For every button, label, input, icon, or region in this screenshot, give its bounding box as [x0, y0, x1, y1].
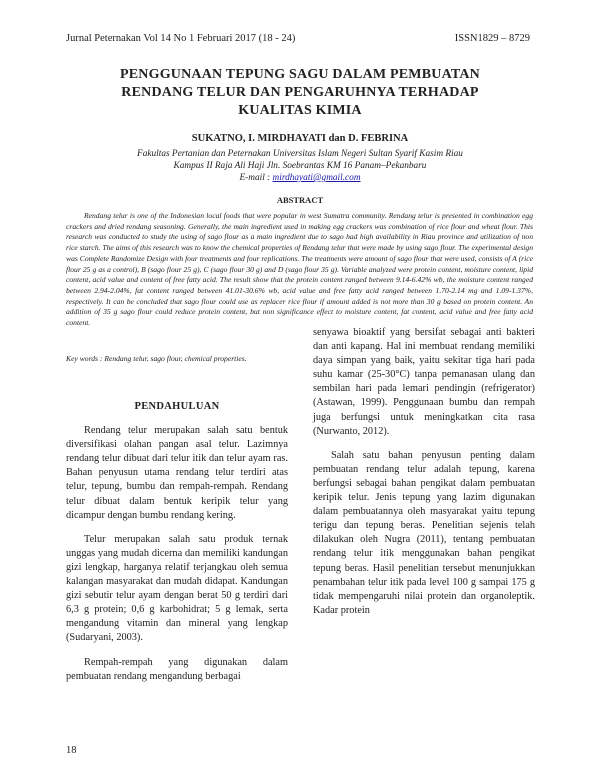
affiliation	[60, 148, 540, 184]
paragraph: Rendang telur merupakan salah satu bentuk diversifikasi olahan pangan asal telur. Lazimnya rendang telur dibuat dari telur itik dan telur ayam ras. Bahan penyusun utama rendang telur terdiri atas telur, tepung, bumbu dan rempah-rempah. Rendang telur dibuat dalam bentuk keripik telur yang dicampur dengan bumbu rendang kering.	[66, 425, 288, 521]
paragraph: Telur merupakan salah satu produk ternak unggas yang mudah dicerna dan memiliki kandungan gizi lengkap, harganya relatif terjangkau oleh semua kalangan masyarakat dan mudah didapat. Kandungan gizi sebutir telur ayam dengan berat 50 g terdiri dari 6,3 g protein; 0,6 g karbohidrat; 5 g lemak, serta mengandung vitamin dan mineral yang lengkap (Sudaryani, 2003).	[66, 533, 288, 644]
section-heading-pendahuluan: PENDAHULUAN	[134, 401, 220, 412]
paragraph: Salah satu bahan penyusun penting dalam pembuatan rendang telur adalah tepung, karena berfungsi sebagai bahan pengikat dalam pembuatan keripik telur. Jenis tepung yang lazim digunakan dalam pembuatannya oleh masyarakat yaitu tepung terigu dan tepung beras. Penelitian sejenis telah dilakukan oleh Nugra (2011), tentang pembuatan rendang telur itik menggunakan bahan pengikat tepung beras. Hasil penelitian tersebut menunjukkan penambahan telur itik pada level 100 g sampai 175 g tidak mempengaruhi nilai protein dan organoleptik. Kadar protein	[313, 449, 535, 616]
email-label: E-mail :	[239, 173, 273, 183]
paragraph: Rempah-rempah yang digunakan dalam pembuatan rendang mengandung berbagai	[66, 656, 288, 682]
affiliation-line-2: Kampus II Raja Ali Haji Jln. Soebrantas KM 16 Panam–Pekanbaru	[173, 161, 427, 171]
abstract-heading: ABSTRACT	[276, 195, 324, 205]
email-link[interactable]: mirdhayati@gmail.com	[272, 173, 361, 183]
page-number: 18	[66, 745, 77, 756]
keywords: Key words : Rendang telur, sago flour, chemical properties.	[66, 354, 247, 363]
title-line-2: RENDANG TELUR DAN PENGARUHNYA TERHADAP	[121, 85, 479, 100]
journal-header: Jurnal Peternakan Vol 14 No 1 Februari 2017 (18 - 24)	[66, 33, 296, 44]
left-column	[66, 400, 288, 694]
issn-header: ISSN1829 – 8729	[454, 33, 530, 44]
email-line	[60, 172, 540, 184]
paper-title	[60, 66, 540, 120]
right-column	[313, 326, 535, 628]
title-line-1: PENGGUNAAN TEPUNG SAGU DALAM PEMBUATAN	[120, 67, 480, 82]
abstract-text: Rendang telur is one of the Indonesian local foods that were popular in west Sumatra community. Rendang telur is presented in combination egg crackers and dried rendang seasoning. Generally, the main ingredient used in making egg crackers was combination of rice flour and wheat flour. This research was conducted to study the using of sago flour as a main ingredient due to sago had high availability in Riau province and utilization of non rice starch. The aims of this research was to know the chemical properties of Rendang telur that were made by using sago flour. The experimental design was Complete Randomize Design with four treatments and four replications. The treatments were amount of sago flour that were used, consists of A (rice flour 25 g as a control), B (sago flour 25 g), C (sago flour 30 g) and D (sago flour 35 g). Variable analyzed were protein content, moisture content, lipid content, acid value and content of free fatty acid. The result show that the protein content ranged between 9.14-6.42% wb, the moisture content ranged between 2.94-2.04%, fat content ranged between 41.01-30.6% wb, acid value and free fatty acid ranged between 1.70-2.14 mg and 1.09-1.37%, respectively. It can be concluded that sago flour could use as replacer rice flour if amount added is not more than 30 g based on protein content. An addition of 35 g sago flour could reduce protein content, but non significance effect to moisture content, fat content, acid value and free fatty acid content.	[66, 211, 533, 328]
paragraph: senyawa bioaktif yang bersifat sebagai anti bakteri dan anti kapang. Hal ini membuat rendang memiliki daya simpan yang baik, yaitu sekitar tiga hari pada suhu kamar (25-30°C) tanpa pemanasan ulang dan sembilan hari pada lemari pendingin (refrigerator) (Astawan, 1999). Penggunaan bumbu dan rempah juga berfungsi untuk meningkatkan cita rasa (Nurwanto, 2012).	[313, 327, 535, 437]
affiliation-line-1: Fakultas Pertanian dan Peternakan Universitas Islam Negeri Sultan Syarif Kasim Riau	[137, 149, 463, 159]
title-line-3: KUALITAS KIMIA	[238, 103, 362, 118]
authors: SUKATNO, I. MIRDHAYATI dan D. FEBRINA	[191, 133, 409, 144]
